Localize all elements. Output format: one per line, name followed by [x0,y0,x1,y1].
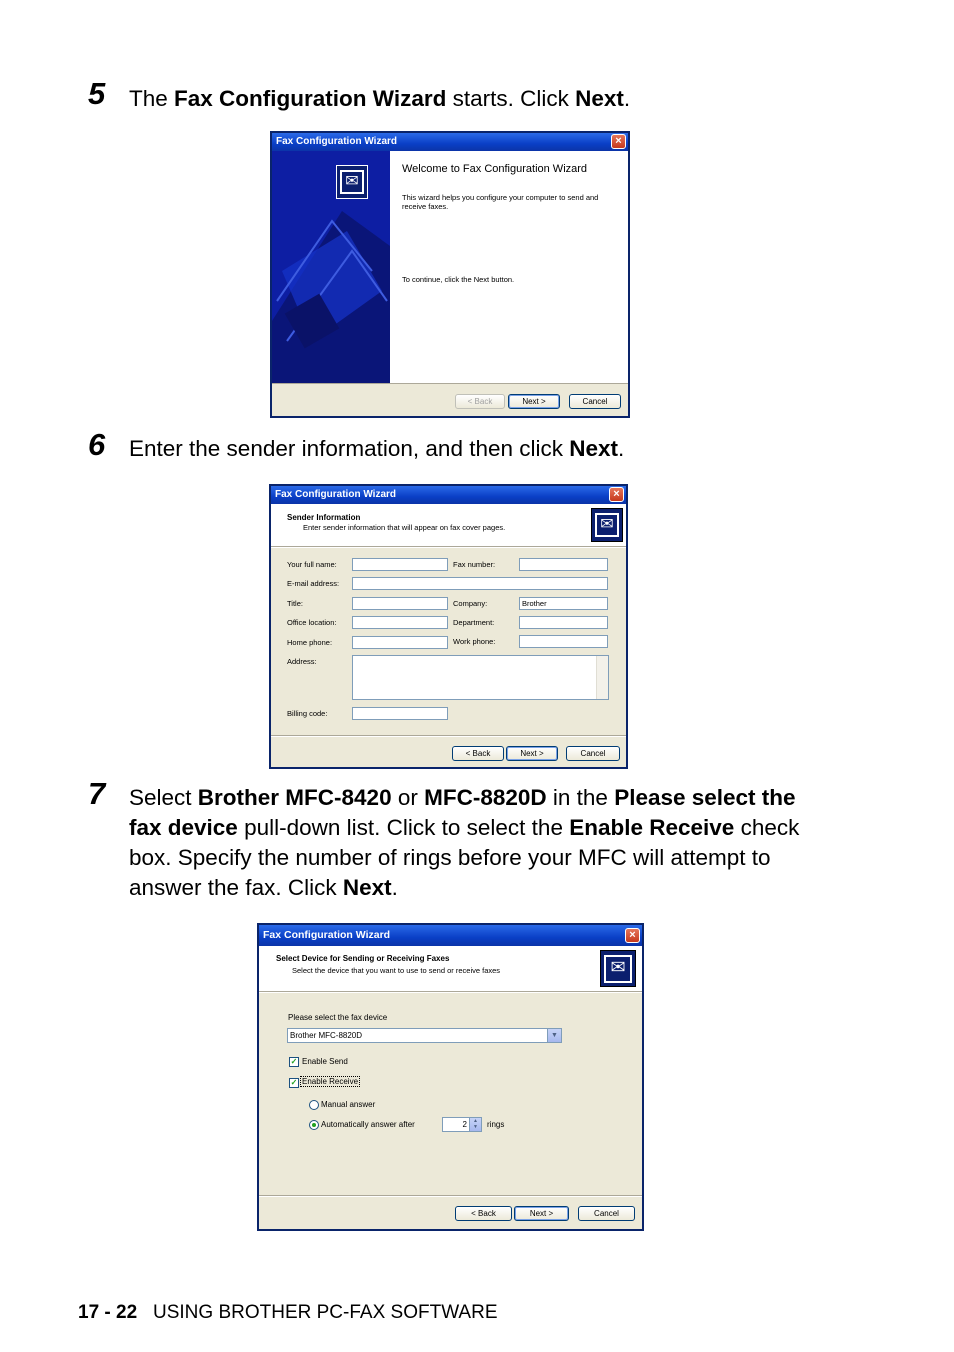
device-select[interactable] [287,1028,562,1043]
back-button[interactable]: < Back [455,1206,512,1221]
work-phone-field[interactable] [519,635,608,648]
close-icon[interactable]: × [609,487,624,502]
company-field[interactable]: Brother [519,597,608,610]
page-footer [78,1302,498,1324]
next-button[interactable]: Next > [514,1206,569,1221]
section-title: USING BROTHER PC-FAX SOFTWARE [153,1302,498,1323]
home-phone-label: Home phone: [287,638,333,647]
step-text: The Fax Configuration Wizard starts. Click Next. [129,86,631,111]
welcome-description: This wizard helps you configure your computer to send and receive faxes. [402,193,599,211]
address-scrollbar[interactable] [596,656,608,699]
chevron-down-icon[interactable]: ▼ [547,1029,561,1042]
divider [259,991,642,993]
billing-field[interactable] [352,707,448,720]
cancel-button[interactable]: Cancel [578,1206,635,1221]
spin-icon[interactable]: ▲ ▼ [469,1118,481,1131]
step-number: 7 [88,776,106,811]
header-panel [259,946,642,991]
back-button[interactable]: < Back [455,394,505,409]
step-text: Enter the sender information, and then click Next. [129,436,625,461]
page-heading: Sender Information [287,513,361,522]
header-panel [271,504,626,546]
fax-illustration [272,151,390,383]
page-subheading: Select the device that you want to use to send or receive faxes [292,966,501,975]
continue-text: To continue, click the Next button. [402,275,515,284]
step-number: 5 [88,76,106,111]
fax-number-label: Fax number: [453,560,496,569]
email-label: E-mail address: [287,579,340,588]
office-label: Office location: [287,618,337,627]
department-field[interactable] [519,616,608,629]
auto-answer-radio[interactable] [309,1120,319,1130]
next-button[interactable]: Next > [508,394,560,409]
device-label: Please select the fax device [288,1013,388,1022]
email-field[interactable] [352,577,608,590]
fax-number-field[interactable] [519,558,608,571]
cancel-button[interactable]: Cancel [569,394,621,409]
device-select-value: Brother MFC-8820D [290,1031,363,1040]
select-device-window [257,923,644,1231]
title-label: Title: [287,599,303,608]
divider [271,546,626,548]
auto-answer-label: Automatically answer after [321,1120,415,1129]
sender-info-window [269,484,628,769]
page-subheading: Enter sender information that will appear on fax cover pages. [303,523,506,532]
welcome-wizard-window [270,131,630,418]
title-bar: Fax Configuration Wizard × [259,925,642,946]
fax-icon: ✉ [591,508,623,542]
cancel-button[interactable]: Cancel [566,746,620,761]
fax-icon: ✉ [600,950,636,987]
step-number: 6 [88,427,106,462]
full-name-field[interactable] [352,558,448,571]
address-label: Address: [287,657,317,666]
home-phone-field[interactable] [352,636,448,649]
back-button[interactable]: < Back [452,746,504,761]
billing-label: Billing code: [287,709,328,718]
full-name-label: Your full name: [287,560,337,569]
enable-send-checkbox[interactable]: ✓ [290,1057,298,1066]
title-bar: Fax Configuration Wizard × [271,486,626,504]
close-icon[interactable]: × [611,134,626,149]
divider [271,735,626,737]
enable-receive-label: Enable Receive [302,1077,359,1086]
enable-receive-checkbox[interactable]: ✓ [290,1078,298,1087]
manual-answer-radio[interactable] [309,1100,319,1110]
enable-send-label: Enable Send [302,1057,348,1066]
welcome-heading: Welcome to Fax Configuration Wizard [402,163,588,175]
manual-answer-label: Manual answer [321,1100,376,1109]
department-label: Department: [453,618,495,627]
rings-value: 2 [462,1120,467,1129]
rings-stepper[interactable] [442,1117,482,1132]
office-field[interactable] [352,616,448,629]
page-heading: Select Device for Sending or Receiving Faxes [276,954,450,963]
step-text: Select Brother MFC-8420 or MFC-8820D in the Please select the fax device pull-down list. Click to select the Enable Receive check box. Specify the number of rings before your MFC will attempt to answer the fax. Click Next. [129,785,800,900]
page-number: 17 - 22 [78,1302,138,1323]
address-field[interactable] [352,655,609,700]
close-icon[interactable]: × [625,928,640,943]
title-bar: Fax Configuration Wizard × [272,133,628,151]
divider [259,1195,642,1197]
wizard-banner [272,151,390,383]
fax-icon: ✉ [336,165,368,199]
work-phone-label: Work phone: [453,637,496,646]
company-label: Company: [453,599,488,608]
rings-label: rings [487,1120,505,1129]
title-field[interactable] [352,597,448,610]
next-button[interactable]: Next > [506,746,558,761]
